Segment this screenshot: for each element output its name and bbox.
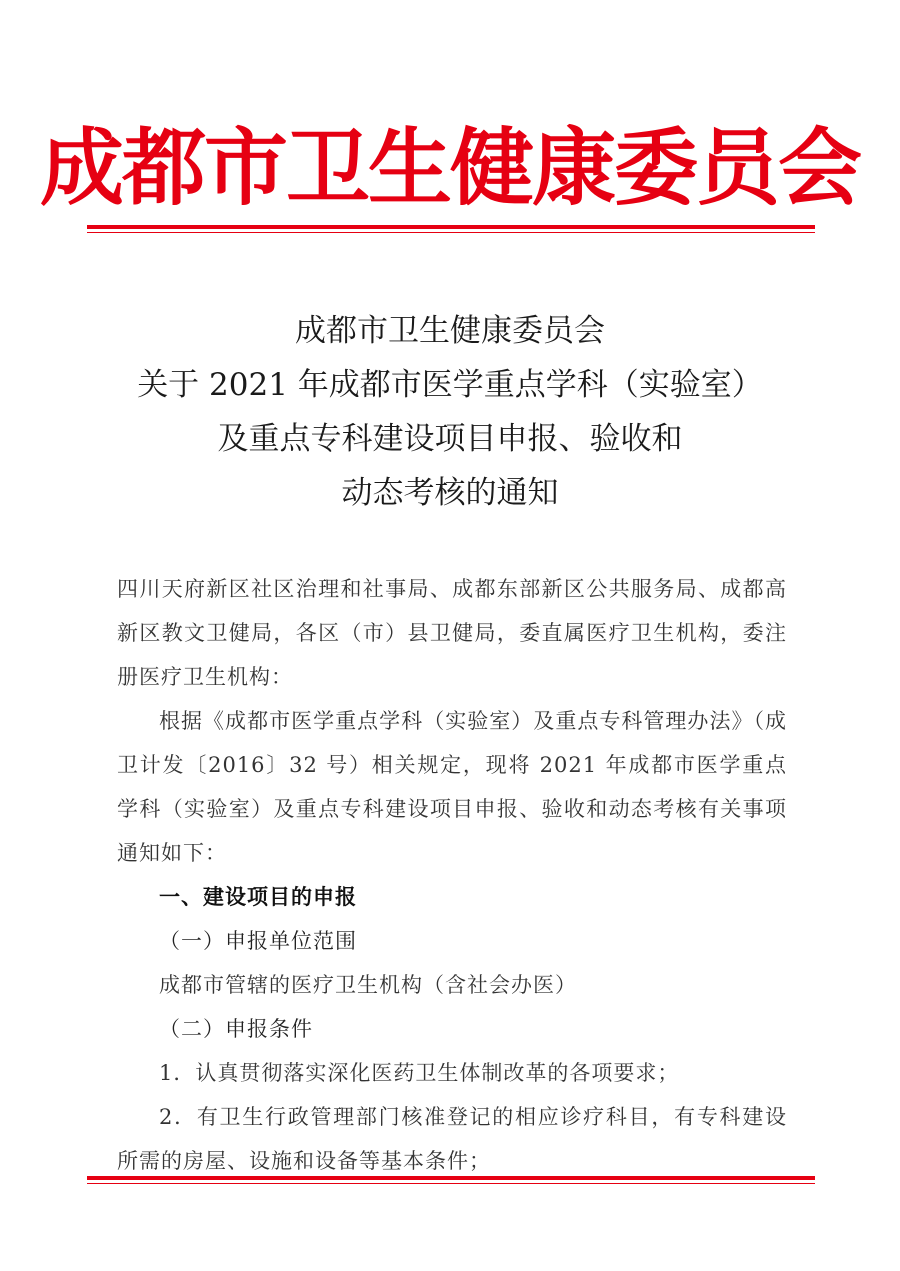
condition-item-2: 2．有卫生行政管理部门核准登记的相应诊疗科目，有专科建设所需的房屋、设施和设备等基本条件； — [117, 1105, 787, 1173]
condition-item-1: 1．认真贯彻落实深化医药卫生体制改革的各项要求； — [159, 1061, 680, 1085]
subsection-heading-2: （二）申报条件 — [159, 1017, 313, 1041]
document-body — [117, 567, 787, 1183]
document-title-line-3: 及重点专科建设项目申报、验收和 — [217, 421, 683, 457]
document-title-line-1: 成都市卫生健康委员会 — [295, 313, 605, 349]
letterhead-org-name: 成都市卫生健康委员会 — [39, 118, 860, 217]
intro-paragraph: 根据《成都市医学重点学科（实验室）及重点专科管理办法》（成卫计发〔2016〕32 号）相关规定，现将 2021 年成都市医学重点学科（实验室）及重点专科建设项目申报、验收和动态考核有关事项通知如下： — [117, 709, 787, 865]
recipients-paragraph: 四川天府新区社区治理和社事局、成都东部新区公共服务局、成都高新区教文卫健局，各区（市）县卫健局，委直属医疗卫生机构，委注册医疗卫生机构： — [117, 577, 787, 689]
subsection-text-1: 成都市管辖的医疗卫生机构（含社会办医） — [159, 973, 577, 997]
footer-divider — [87, 1176, 815, 1184]
document-title-line-4: 动态考核的通知 — [341, 475, 559, 511]
letterhead-divider — [87, 225, 815, 233]
document-title-line-2: 关于 2021 年成都市医学重点学科（实验室） — [137, 367, 763, 403]
subsection-heading-1: （一）申报单位范围 — [159, 929, 357, 953]
section-heading-1: 一、建设项目的申报 — [159, 884, 357, 909]
